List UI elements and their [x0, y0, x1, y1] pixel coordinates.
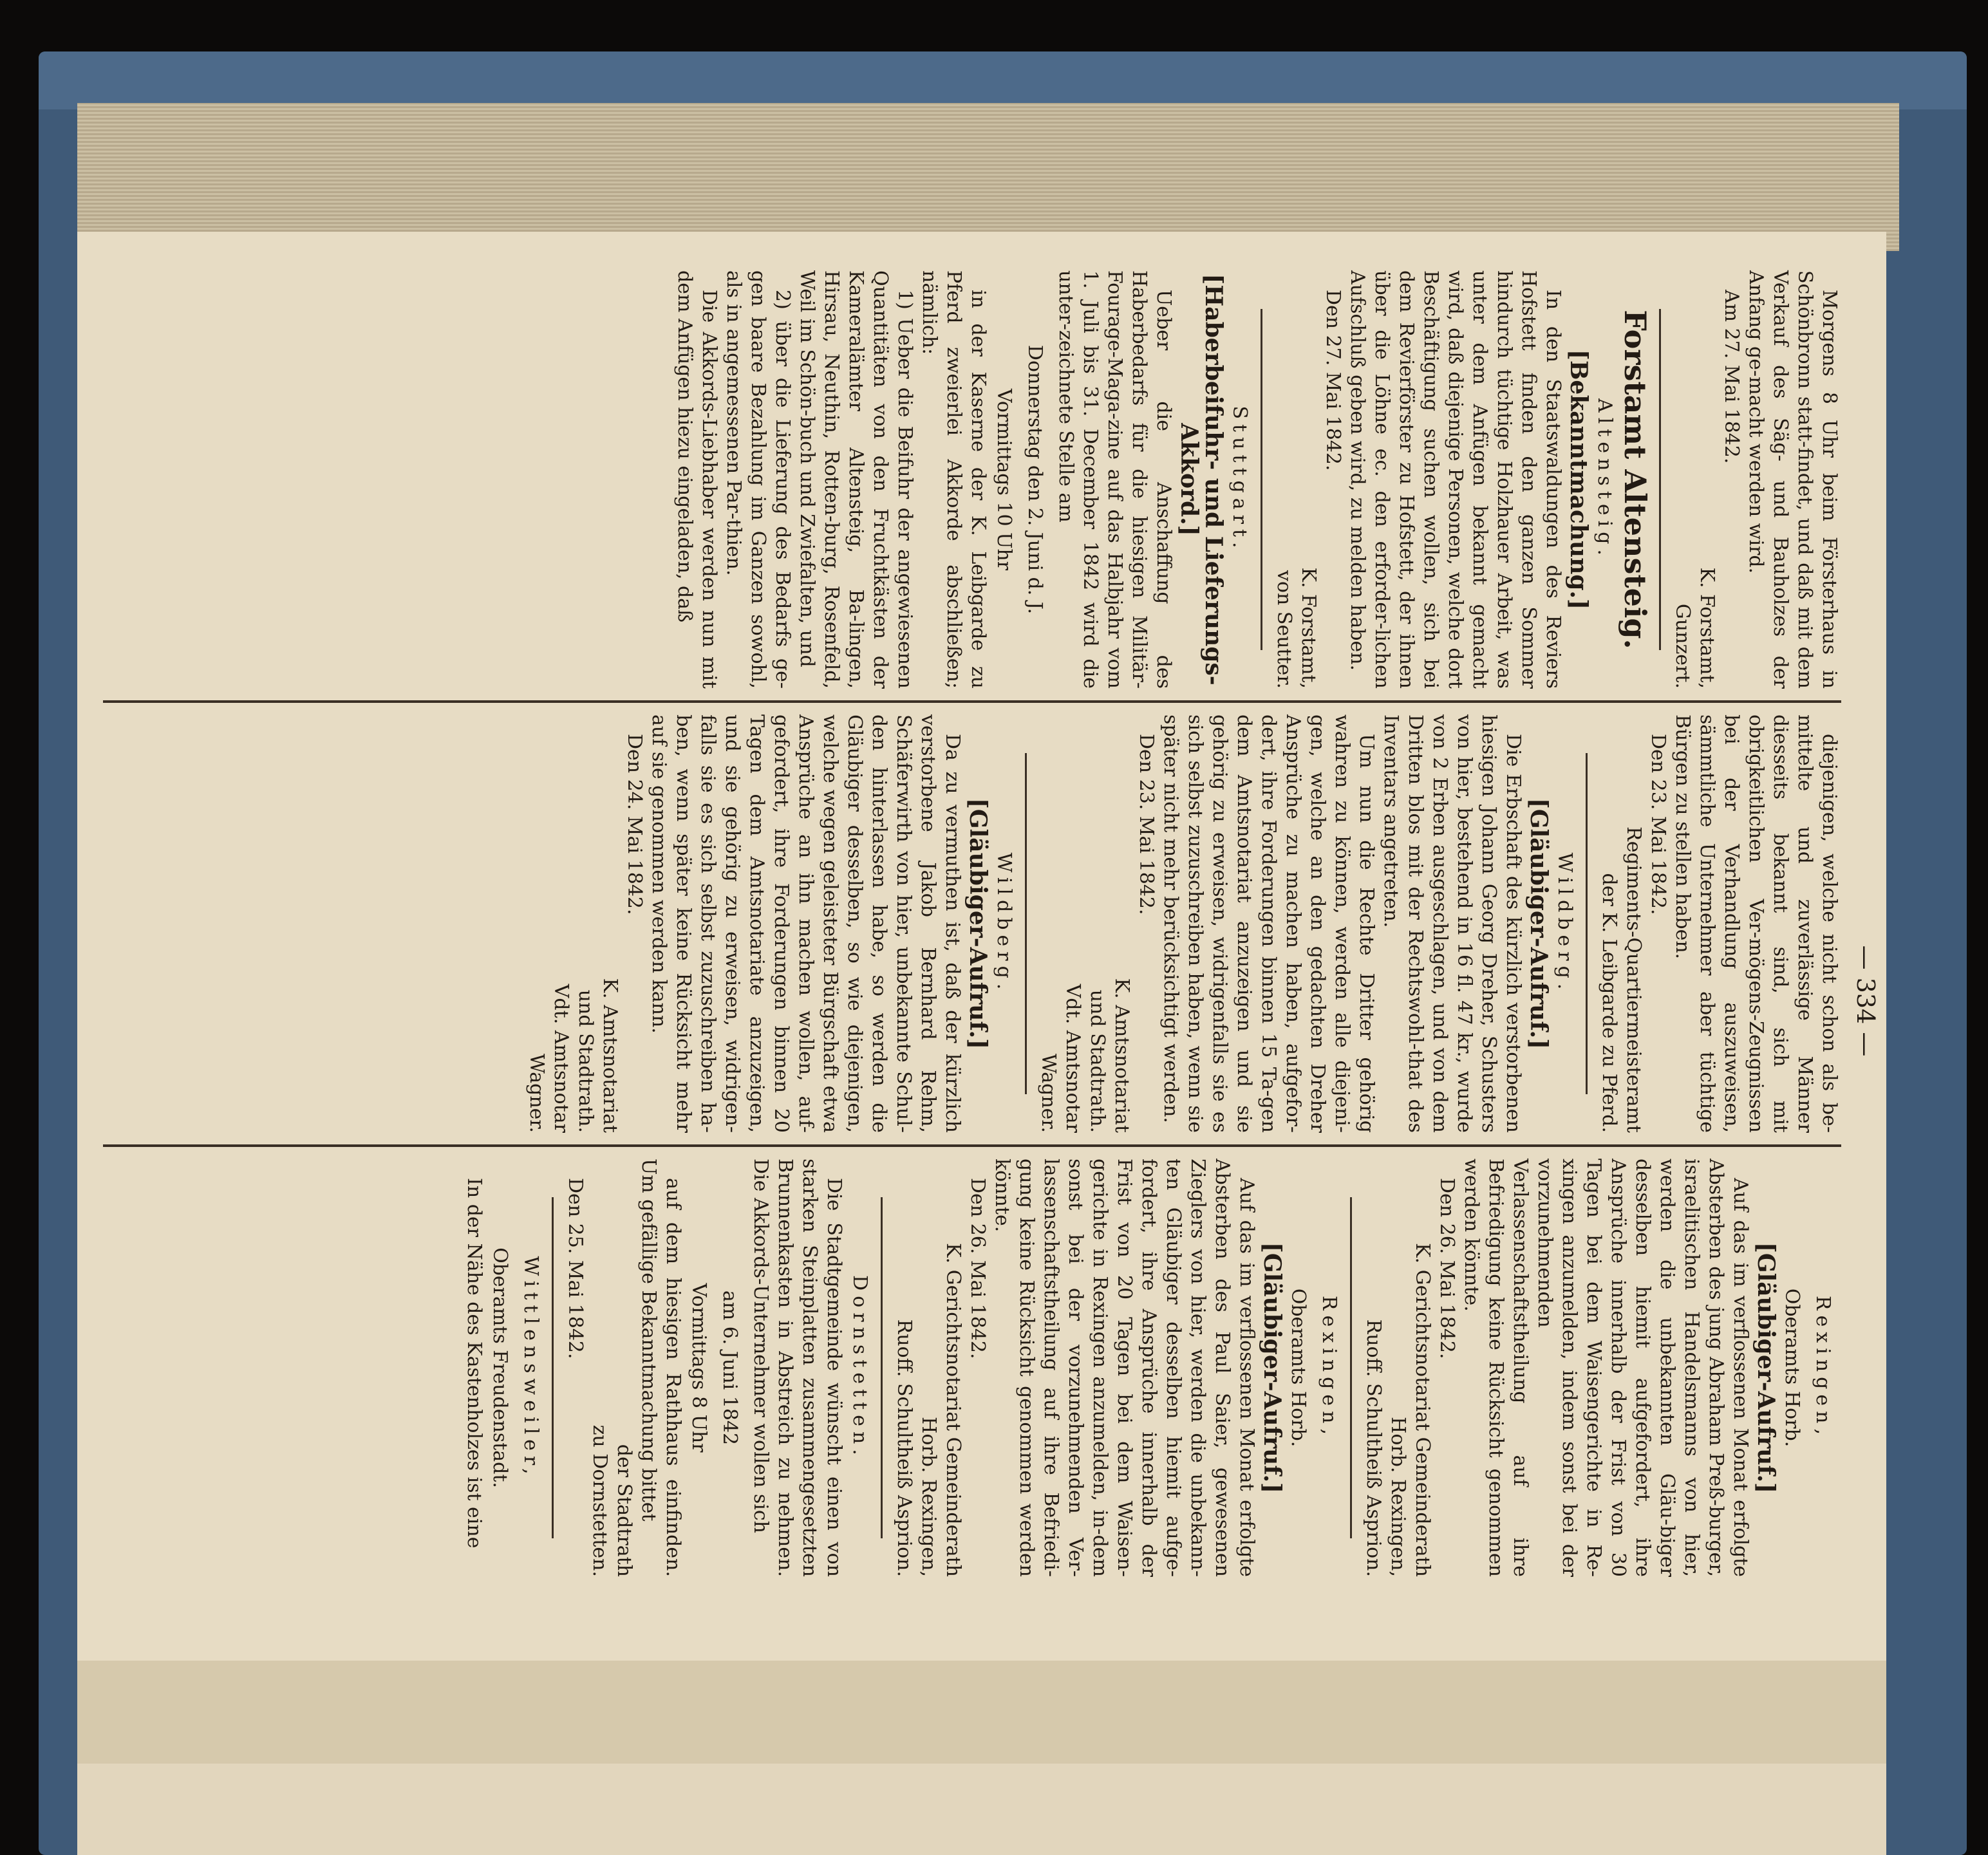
- signature: K. Forstamt,: [1696, 567, 1718, 689]
- notice-text: Auf das im verflossenen Monat erfolgte Absterben des Paul Saier, gewesenen Zieglers von hier, werden die unbekann-ten Gläubiger desselben hiemit aufge-fordert, ihre Ansprüche innerhalb der Frist von 20 Tagen bei dem Waisen-gerichte in Rexingen anzumelden, in-dem sonst bei der vorzunehmenden Ver-lassenschaftstheilung auf ihre Befriedi-gung keine Rücksicht genommen werden könnte.: [991, 1159, 1258, 1577]
- notice-when: Vormittags 10 Uhr: [993, 388, 1015, 571]
- notice-item: 2) über die Lieferung des Bedarfs ge-gen baare Bezahlung im Ganzen sowohl, als in angemessenen Par-thien.: [722, 270, 794, 689]
- place-heading: Altensteig.: [1593, 398, 1616, 561]
- place-subheading: Oberamts Horb.: [1287, 1288, 1309, 1448]
- signature: Wagner.: [1037, 1054, 1060, 1133]
- signature: Gunzert.: [1671, 603, 1694, 689]
- notice-date: Den 23. Mai 1842.: [1135, 734, 1158, 915]
- notice-text: diejenigen, welche nicht schon als be-mittelte und zuverlässige Männer diesseits bekannt sind, sich mit obrigkeitlichen Ver-mögens-Zeugnissen bei der Verhandlung auszuweisen, sämmtliche Unternehmer aber tüchtige Bürgen zu stellen haben.: [1671, 714, 1841, 1133]
- notice-date: Den 24. Mai 1842.: [623, 734, 646, 915]
- signature: der K. Leibgarde zu Pferd.: [1598, 873, 1620, 1133]
- notice-heading: [Gläubiger-Aufruf.]: [1752, 1242, 1779, 1494]
- signature: Vdt. Amtsnotar: [1062, 983, 1084, 1133]
- signature: Regiments-Quartiermeisteramt: [1622, 826, 1645, 1133]
- notice-date: Den 25. Mai 1842.: [564, 1178, 586, 1359]
- notice-date: Den 27. Mai 1842.: [1322, 290, 1344, 471]
- notice-text: auf dem hiesigen Rathhaus einfinden. Um gefällige Bekanntmachung bittet: [637, 1159, 684, 1577]
- notice-text: Die Erbschaft des kürzlich verstorbenen hiesigen Johann Georg Dreher, Schusters von hier, bestehend in 16 fl. 47 kr., wurde von 2 Erben ausgeschlagen, und von dem Dritten blos mit der Rechtswohl-that des Inventars angetreten.: [1380, 714, 1524, 1133]
- notice-text: Die Akkords-Liebhaber werden nun mit dem Anfügen hiezu eingeladen, daß: [673, 270, 720, 689]
- place-heading: Rexingen,: [1318, 1296, 1340, 1440]
- notice-heading: [Gläubiger-Aufruf.]: [1525, 797, 1552, 1050]
- notice-date: Den 23. Mai 1842.: [1647, 734, 1669, 915]
- notice-heading: [Haberbeifuhr- und Lieferungs-Akkord.]: [1176, 274, 1227, 685]
- notice-text: Da zu vermuthen ist, daß der kürzlich verstorbene Jakob Bernhard Rehm, Schäferwirth von hier, unbekannte Schul-den hinterlassen habe, so werden die Gläubiger desselben, so wie diejenigen, welche wegen geleisteter Bürgschaft etwa Ansprüche an ihn machen wollen, auf-gefordert, ihre Forderungen binnen 20 Tagen dem Amtsnotariate anzuzeigen, und sie gehörig zu erweisen, widrigen-falls sie es sich selbst zuzuschreiben ha-ben, wenn später keine Rücksicht mehr auf sie genommen werden kann.: [648, 714, 964, 1133]
- place-heading: Dornstetten.: [849, 1275, 871, 1460]
- place-heading: Wildberg.: [993, 852, 1015, 995]
- place-subheading: Oberamts Horb.: [1781, 1288, 1803, 1448]
- section-title: Forstamt Altensteig.: [1618, 310, 1653, 649]
- column-separator: [103, 1144, 1841, 1147]
- book-cover-edge: [39, 51, 1967, 109]
- signature: Vdt. Amtsnotar: [550, 983, 572, 1133]
- signature: K. Gerichtsnotariat Gemeinderath: [942, 1243, 964, 1577]
- signature: K. Amtsnotariat: [1111, 978, 1133, 1133]
- page-edges: [77, 103, 1899, 251]
- signature: K. Amtsnotariat: [599, 978, 621, 1133]
- signature: von Seutter.: [1273, 570, 1295, 689]
- column-3: [103, 1159, 1841, 1577]
- signature: Horb. Rexingen,: [1387, 1417, 1409, 1577]
- notice-text: Auf das im verflossenen Monat erfolgte Absterben des jung Abraham Preß-burger, israelitischen Handelsmanns von hier, werden die unbekannten Gläu-biger desselben hiemit aufgefordert, ihre Ansprüche innerhalb der Frist von 30 Tagen bei dem Waisengerichte in Re-xingen anzumelden, indem sonst bei der vorzunehmenden Verlassenschaftstheilung auf ihre Befriedigung keine Rücksicht genommen werden könnte.: [1460, 1159, 1752, 1577]
- place-heading: Wildberg.: [1553, 852, 1576, 995]
- notice-heading: [Bekanntmachung.]: [1565, 349, 1592, 610]
- column-separator: [103, 700, 1841, 703]
- notice-when: Donnerstag den 2. Juni d. J.: [1024, 344, 1046, 615]
- place-heading: Stuttgart.: [1228, 405, 1251, 554]
- notice-when: am 6. Juni 1842: [718, 1290, 741, 1446]
- rotated-page-content: [77, 251, 1886, 1751]
- page-number: — 334 —: [1852, 945, 1880, 1057]
- signature: zu Dornstetten.: [588, 1424, 611, 1577]
- notice-item: 1) Ueber die Beifuhr der angewiesenen Quantitäten von den Fruchtkästen der Kameralämter Altensteig, Ba-lingen, Hirsau, Neuthin, Rotten-burg, Rosenfeld, Weil im Schön-buch und Zwiefalten, und: [796, 270, 916, 689]
- signature: Ruoff. Schultheiß Asprion.: [1362, 1319, 1385, 1577]
- notice-text: Die Stadtgemeinde wünscht einen von starken Steinplatten zusammengesetzten Brunnenkasten in Abstreich zu nehmen. Die Akkords-Unternehmer wollen sich: [749, 1159, 845, 1577]
- divider: [1659, 309, 1661, 650]
- signature: und Stadtrath.: [1086, 989, 1109, 1133]
- divider: [1261, 309, 1262, 650]
- notice-when: Vormittags 8 Uhr: [688, 1283, 710, 1453]
- divider: [552, 1197, 554, 1538]
- notice-text: In den Staatswaldungen des Reviers Hofstett finden den ganzen Sommer hindurch tüchtige Holzhauer Arbeit, was unter dem Anfügen bekannt gemacht wird, daß diejenige Personen, welche dort Beschäftigung suchen wollen, sich bei dem Revierförster zu Hofstett, der ihnen über die Löhne ec. den erforder-lichen Aufschluß geben wird, zu melden haben.: [1346, 270, 1564, 689]
- signature: und Stadtrath.: [574, 989, 597, 1133]
- signature: K. Gerichtsnotariat Gemeinderath: [1411, 1243, 1434, 1577]
- notice-heading: [Gläubiger-Aufruf.]: [964, 797, 991, 1050]
- divider: [1025, 753, 1027, 1094]
- notice-date: Am 27. Mai 1842.: [1720, 290, 1743, 464]
- notice-text: in der Kaserne der K. Leibgarde zu Pferd zweierlei Akkorde abschließen; nämlich:: [918, 270, 989, 689]
- signature: Ruoff. Schultheiß Asprion.: [893, 1319, 915, 1577]
- signature: K. Forstamt,: [1297, 567, 1320, 689]
- place-subheading: Oberamts Freudenstadt.: [489, 1247, 511, 1488]
- place-heading: Wittlensweiler,: [520, 1256, 542, 1480]
- signature: der Stadtrath: [613, 1444, 635, 1577]
- column-2: [103, 714, 1841, 1133]
- divider: [1586, 753, 1588, 1094]
- next-page-strip: [77, 1764, 1886, 1855]
- notice-date: Den 26. Mai 1842.: [966, 1178, 989, 1359]
- notice-text: In der Nähe des Kastenholzes ist eine: [463, 1178, 485, 1549]
- signature: Wagner.: [525, 1054, 548, 1133]
- divider: [1350, 1197, 1352, 1538]
- notice-text: Ueber die Anschaffung des Haberbedarfs für die hiesigen Militär-Fourage-Maga-zine auf das Halbjahr vom 1. Juli bis 31. December 1842 wird die unter-zeichnete Stelle am: [1055, 270, 1175, 689]
- notice-date: Den 26. Mai 1842.: [1436, 1178, 1458, 1359]
- notice-text: Morgens 8 Uhr beim Försterhaus in Schönbronn statt-findet, und daß mit dem Verkauf des Säg- und Bauholzes der Anfang ge-macht werden wird.: [1745, 270, 1841, 689]
- notice-text: Um nun die Rechte Dritter gehörig wahren zu können, werden alle diejeni-gen, welche an den gedachten Dreher Ansprüche zu machen haben, aufgefor-dert, ihre Forderungen binnen 15 Ta-gen dem Amtsnotariat anzuzeigen und sie gehörig zu erweisen, widrigenfalls sie es sich selbst zuzuschreiben haben, wenn sie später nicht mehr berücksichtigt werden.: [1159, 714, 1378, 1133]
- notice-heading: [Gläubiger-Aufruf.]: [1259, 1242, 1286, 1494]
- place-heading: Rexingen,: [1812, 1296, 1834, 1440]
- divider: [881, 1197, 883, 1538]
- signature: Horb. Rexingen,: [917, 1417, 940, 1577]
- column-1: [103, 270, 1841, 689]
